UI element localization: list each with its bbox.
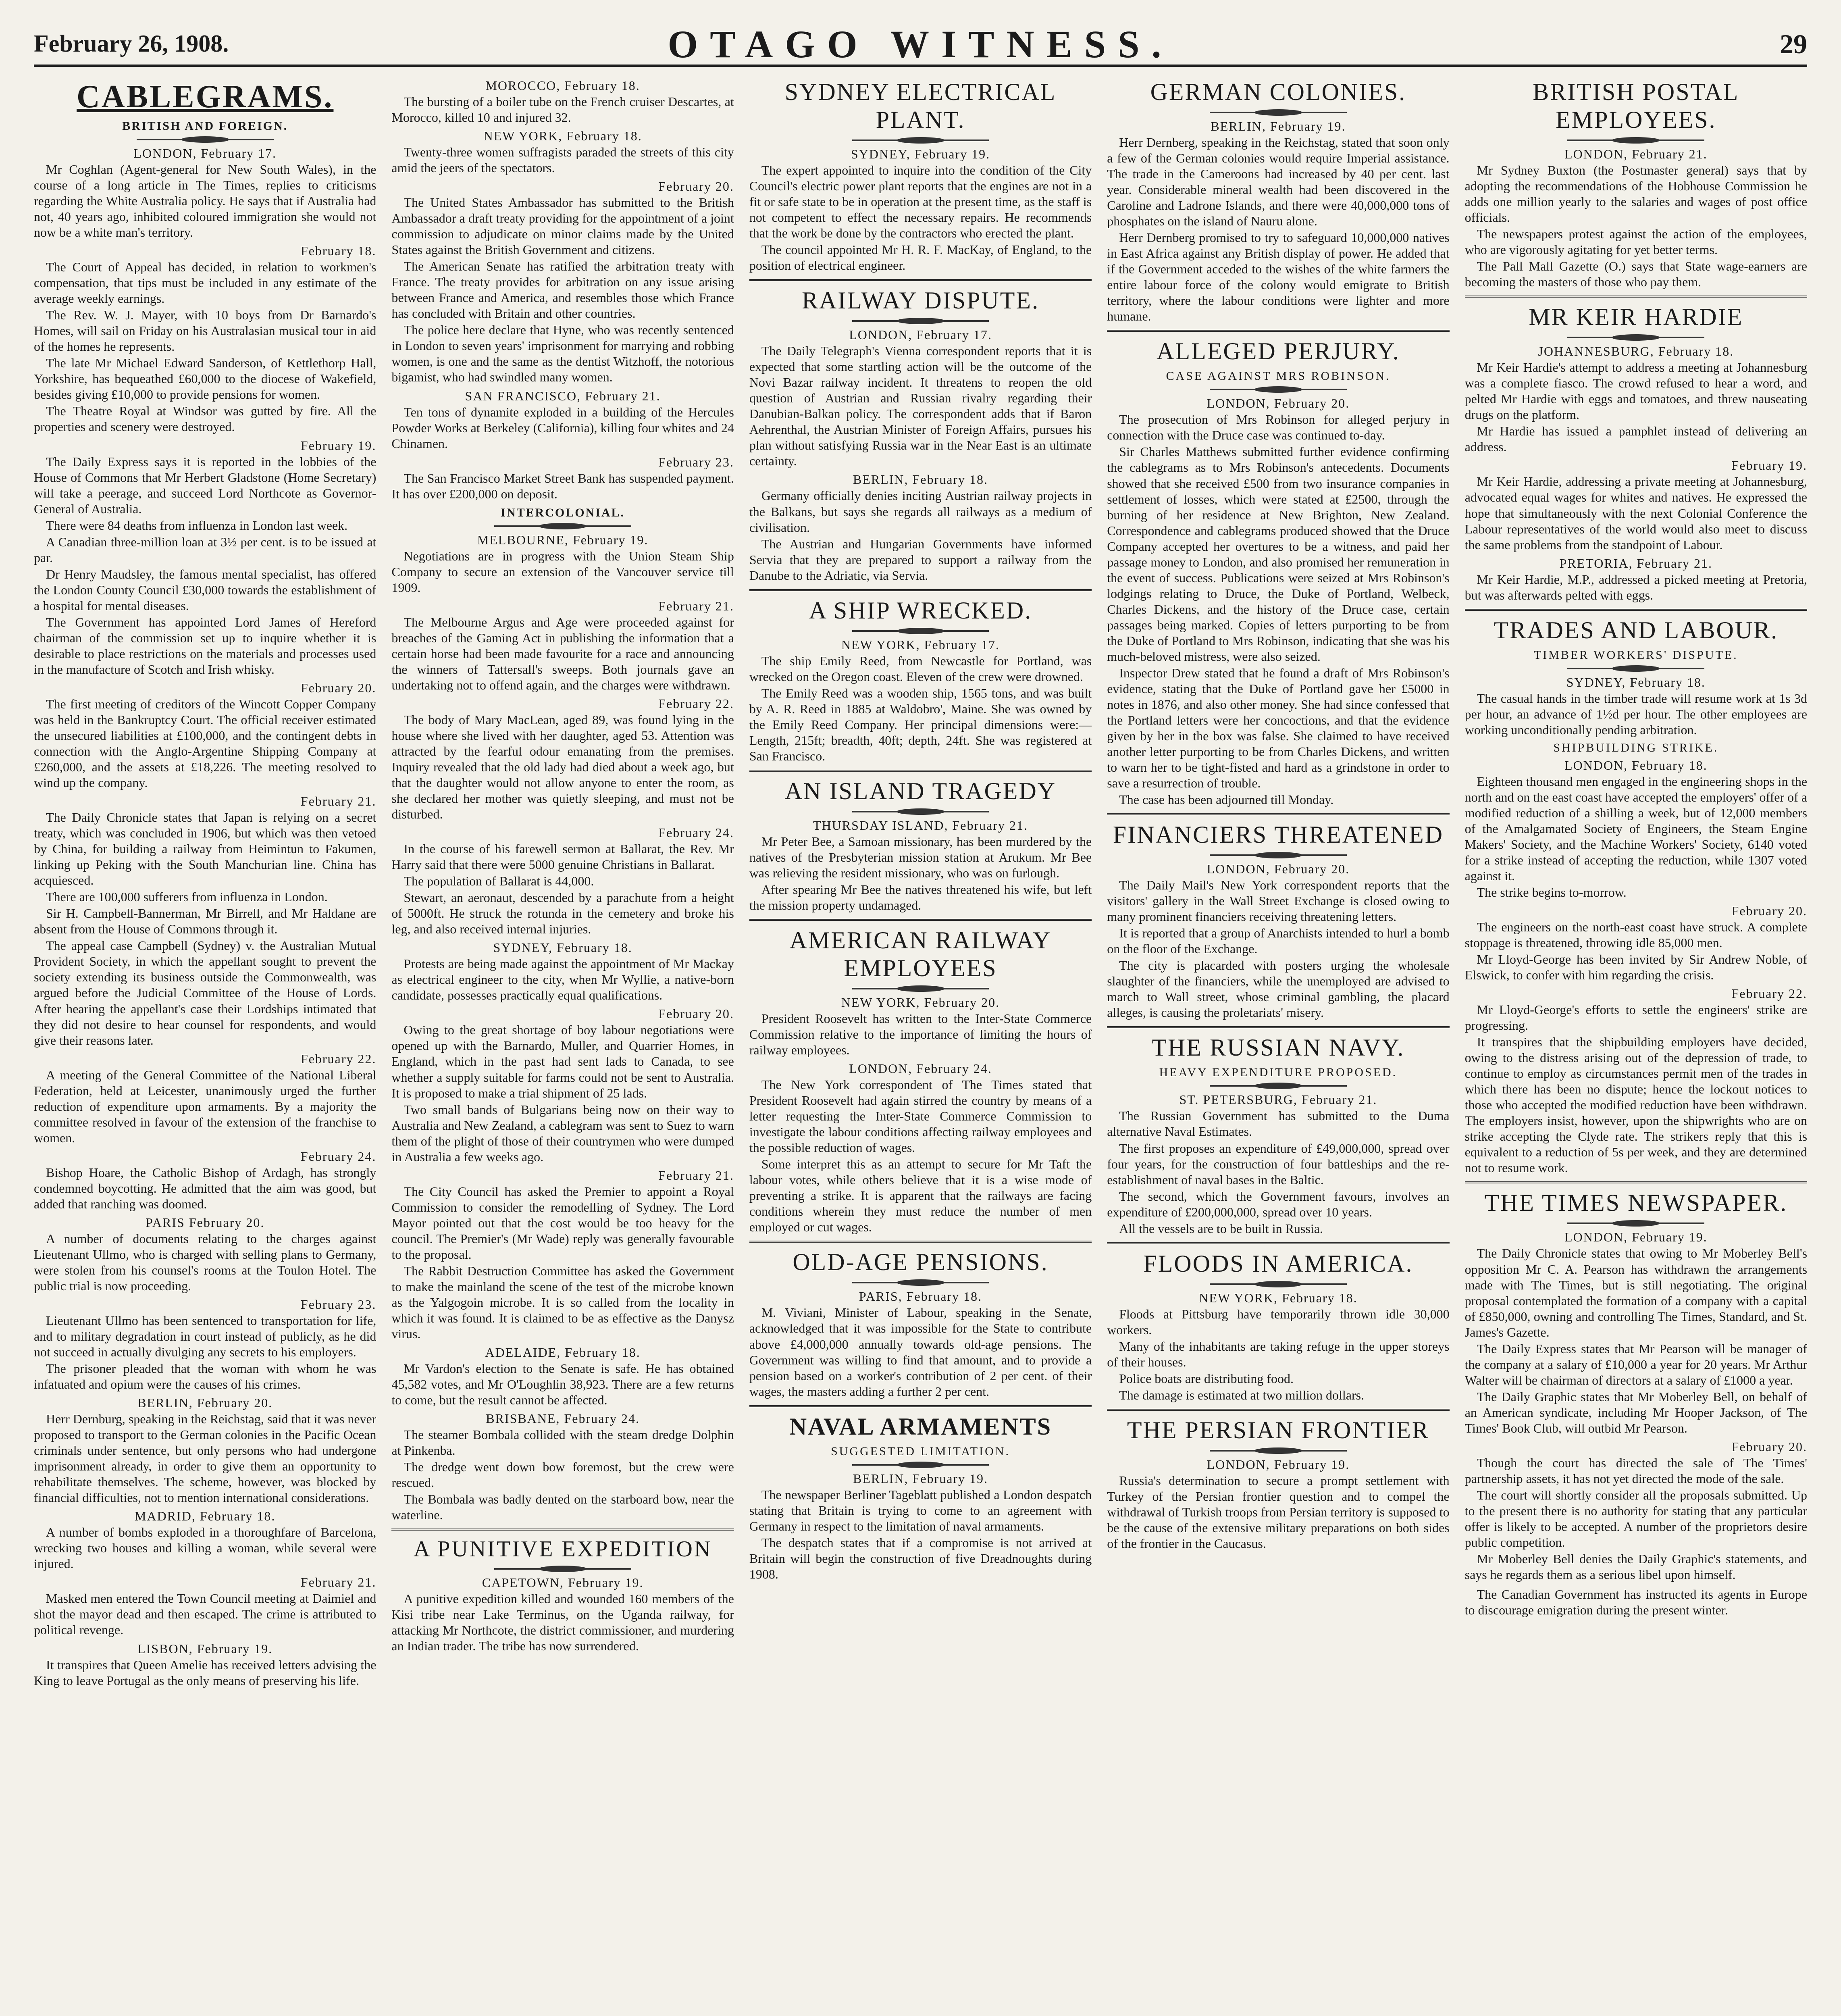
section-divider [1107, 1409, 1449, 1411]
article-section [1465, 78, 1807, 290]
dateline: SAN FRANCISCO, February 21. [465, 388, 661, 403]
article-paragraph: Many of the inhabitants are taking refuge in the upper storeys of their houses. [1107, 1339, 1450, 1369]
section-headline: A SHIP WRECKED. [809, 597, 1032, 624]
article-paragraph: Masked men entered the Town Council meeting at Daimiel and shot the mayor dead and then escaped. The crime is attributed to political revenge. [34, 1591, 377, 1637]
article-paragraph: The casual hands in the timber trade will resume work at 1s 3d per hour, an advance of 1½d per hour. The other employees are working unconditionally pending arbitration. [1464, 691, 1808, 737]
article-paragraph: Though the court has directed the sale of The Times' partnership assets, it has not yet directed the mode of the sale. [1464, 1455, 1808, 1486]
dateline: LONDON, February 17. [849, 327, 992, 342]
article-paragraph: Owing to the great shortage of boy labour negotiations were opened up with the Barnardo, Muller, and Quarrier Homes, in England, which in the past had sent lads to Canada, to see whether a supply suitable for farms could not be sent to Australia. It is proposed to make a trial shipment of 25 lads. [391, 1023, 734, 1100]
dateline: LONDON, February 21. [1564, 147, 1708, 161]
section-divider [1465, 609, 1807, 611]
section-subhead: INTERCOLONIAL. [501, 506, 625, 519]
article-paragraph: The city is placarded with posters urging the wholesale slaughter of the financiers, while the unemployed are advised to march to Wall street, whose criminal gambling, the placard alleges, is causing the proletariats' misery. [1107, 958, 1450, 1020]
section-divider [749, 919, 1092, 921]
article-paragraph: Sir Charles Matthews submitted further evidence confirming the cablegrams as to Mrs Robinson's antecedents. Documents showed that she received £500 from two insurance companies in settlement of losses, which were stated at £2500, through the burning of her residence at New Brighton, New Zealand. Correspondence and cablegrams produced showed that the Druce Company accepted her overtures to be a witness, and paid her passage money to London, and also promised her remuneration in the event of success. Publications were seized at Mrs Robinson's lodgings relating to Druce, the Duke of Portland, Welbeck, Charles Dickens, and the history of the Druce case, certain passages being marked. Copies of letters purporting to be from the Duke of Portland to Mrs Robinson, indicating that she was his much-beloved mistress, were also seized. [1107, 444, 1450, 664]
article-section [749, 78, 1092, 273]
article-section [1465, 1587, 1807, 1618]
section-subhead: HEAVY EXPENDITURE PROPOSED. [1159, 1066, 1398, 1079]
article-paragraph: A meeting of the General Committee of the National Liberal Federation, held at Leicester, unanimously urged the further reduction of expenditure upon armaments. By a majority the committee resolved in favour of the extension of the franchise to women. [34, 1067, 377, 1145]
article-paragraph: The Canadian Government has instructed its agents in Europe to discourage emigration during the present winter. [1464, 1587, 1808, 1618]
article-paragraph: The despatch states that if a compromise is not arrived at Britain will begin the construction of five Dreadnoughts during 1908. [749, 1535, 1092, 1581]
article-paragraph: Mr Hardie has issued a pamphlet instead of delivering an address. [1464, 424, 1808, 454]
article-section [749, 919, 1092, 1235]
article-section [1107, 78, 1449, 324]
dateline: LONDON, February 18. [1564, 758, 1708, 773]
article-paragraph: The newspaper Berliner Tageblatt published a London despatch stating that Britain is trying to come to an agreement with Germany in respect to the limitation of naval armaments. [749, 1487, 1092, 1533]
article-paragraph: Mr Lloyd-George has been invited by Sir Andrew Noble, of Elswick, to confer with him regarding the crisis. [1464, 952, 1808, 983]
article-paragraph: Bishop Hoare, the Catholic Bishop of Ardagh, has strongly condemned boycotting. He admitted that the aim was good, but added that ranching was doomed. [34, 1165, 377, 1211]
article-paragraph: The late Mr Michael Edward Sanderson, of Kettlethorp Hall, Yorkshire, has bequeathed £60,000 to the diocese of Wakefield, besides giving £10,000 to provide pensions for women. [34, 356, 377, 402]
ornament-rule [1210, 1085, 1347, 1087]
dateline: LONDON, February 19. [1207, 1457, 1350, 1472]
dateline: PARIS, February 18. [859, 1289, 982, 1304]
article-paragraph: The first proposes an expenditure of £49,000,000, spread over four years, for the construction of four battleships and the re-establishment of naval bases in the Baltic. [1107, 1141, 1450, 1187]
article-section [749, 1241, 1092, 1399]
article-paragraph: Herr Dernburg, speaking in the Reichstag, said that it was never proposed to transport to the German colonies in the Pacific Ocean criminals under sentence, but only persons who had undergone imprisonment already, in order to give them an opportunity to rehabilitate themselves. The scheme, however, was blocked by financial difficulties, not to mention international considerations. [34, 1412, 377, 1505]
section-headline: SYDNEY ELECTRICAL PLANT. [784, 79, 1057, 133]
dateline: BERLIN, February 19. [853, 1471, 988, 1486]
dateline: LONDON, February 24. [849, 1061, 992, 1076]
article-section [34, 78, 376, 1689]
article-paragraph: The appeal case Campbell (Sydney) v. the Australian Mutual Provident Society, in which the appellant sought to prevent the society extending its business outside the Commonwealth, was argued before the Judicial Committee of the House of Lords. After hearing the appellant's case their Lordships intimated that they did not desire to hear counsel for respondents, and would give their reasons later. [34, 938, 377, 1048]
article-paragraph: The City Council has asked the Premier to appoint a Royal Commission to consider the remodelling of Sydney. The Lord Mayor pointed out that the cost would be too heavy for the council. The Premier's (Mr Wade) reply was generally favourable to the proposal. [391, 1184, 734, 1262]
article-paragraph: The second, which the Government favours, involves an expenditure of £200,000,000, spread over 10 years. [1107, 1189, 1450, 1219]
article-section [1107, 1409, 1449, 1552]
dateline: JOHANNESBURG, February 18. [1538, 344, 1734, 359]
article-paragraph: Mr Vardon's election to the Senate is safe. He has obtained 45,582 votes, and Mr O'Loughlin 38,923. There are a few returns to come, but the result cannot be affected. [391, 1361, 734, 1408]
article-paragraph: The New York correspondent of The Times stated that President Roosevelt had again stirred the country by means of a letter requesting the Inter-State Commerce Commission to investigate the labour conditions affecting railway employees and the possible reduction of wages. [749, 1077, 1092, 1155]
section-divider [749, 770, 1092, 772]
dateline: February 21. [658, 1168, 734, 1183]
section-headline: THE TIMES NEWSPAPER. [1484, 1189, 1788, 1216]
dateline: February 20. [1731, 904, 1808, 918]
article-section [1465, 1181, 1807, 1583]
article-paragraph: Mr Coghlan (Agent-general for New South Wales), in the course of a long article in The Times, replies to criticisms regarding the White Australia policy. He says that if Australia had not, 40 years ago, inhibited coloured immigration she would not now be a white man's territory. [34, 162, 377, 240]
article-paragraph: The Austrian and Hungarian Governments have informed Servia that they are prepared to support a railway from the Danube to the Adriatic, via Servia. [749, 536, 1092, 583]
article-paragraph: All the vessels are to be built in Russia. [1119, 1221, 1323, 1236]
dateline: MADRID, February 18. [135, 1509, 276, 1524]
section-headline: FLOODS IN AMERICA. [1143, 1250, 1413, 1277]
dateline: February 22. [300, 1051, 377, 1066]
article-paragraph: The Court of Appeal has decided, in relation to workmen's compensation, that tips must be included in any estimate of the average weekly earnings. [34, 260, 377, 306]
article-paragraph: The Russian Government has submitted to the Duma alternative Naval Estimates. [1107, 1108, 1450, 1139]
section-headline: FINANCIERS THREATENED [1113, 821, 1444, 848]
article-paragraph: The expert appointed to inquire into the condition of the City Council's electric power plant reports that the engines are not in a fit or safe state to be in operation at the present time, as the staff is not competent to effect the necessary repairs. He recommends that the work be done by the contractors who erected the plant. [749, 163, 1092, 241]
dateline: MELBOURNE, February 19. [477, 532, 649, 547]
dateline: BERLIN, February 18. [853, 472, 988, 487]
article-paragraph: The United States Ambassador has submitted to the British Ambassador a draft treaty providing for the appointment of a joint commission to adjudicate on minor claims made by the United States against the British Government and citizens. [391, 195, 734, 257]
ornament-rule [852, 630, 989, 632]
article-paragraph: Negotiations are in progress with the Union Steam Ship Company to secure an extension of the Vancouver service till 1909. [391, 548, 734, 595]
article-paragraph: The American Senate has ratified the arbitration treaty with France. The treaty provides for arbitration on any issue arising between France and America, and resembles those which France has concluded with Britain and other countries. [391, 259, 734, 321]
newspaper-title: OTAGO WITNESS. [668, 23, 1173, 66]
dateline: February 20. [1731, 1439, 1808, 1454]
dateline: SYDNEY, February 19. [851, 147, 990, 161]
dateline: BRISBANE, February 24. [486, 1411, 640, 1426]
ornament-rule [137, 139, 274, 140]
article-paragraph: A number of documents relating to the charges against Lieutenant Ullmo, who is charged with selling plans to Germany, were stolen from his counsel's rooms at the Toulon Hotel. The public trial is now proceeding. [34, 1231, 377, 1293]
dateline: February 20. [658, 1006, 734, 1021]
article-paragraph: In the course of his farewell sermon at Ballarat, the Rev. Mr Harry said that there were 5000 genuine Christians in Ballarat. [391, 841, 734, 872]
article-paragraph: There are 100,000 sufferers from influenza in London. [46, 889, 328, 904]
article-paragraph: Inspector Drew stated that he found a draft of Mrs Robinson's evidence, stating that the Duke of Portland gave her £5000 in notes in 1876, and also other money. She had since confessed that the Portland letters were her concoctions, and that the evidence given by her in the box was false. She claimed to have received another letter purporting to be from Charles Dickens, and written to warn her to be tight-fisted and hard as a grindstone in order to save a resurrection of trouble. [1107, 665, 1450, 791]
dateline: February 24. [658, 825, 734, 840]
section-headline: ALLEGED PERJURY. [1157, 338, 1400, 365]
article-paragraph: Protests are being made against the appointment of Mr Mackay as electrical engineer to the city, when Mr Wyllie, a native-born candidate, possesses practically equal qualifications. [391, 956, 734, 1003]
ornament-rule [1567, 1223, 1704, 1224]
dateline: February 21. [300, 794, 377, 809]
column-5 [1465, 75, 1807, 2016]
article-paragraph: Dr Henry Maudsley, the famous mental specialist, has offered the London County Council £30,000 towards the establishment of a hospital for mental diseases. [34, 566, 377, 613]
article-section [749, 589, 1092, 764]
article-paragraph: Mr Sydney Buxton (the Postmaster general) says that by adopting the recommendations of the Hobhouse Commission he adds one million yearly to the salaries and wages of post office officials. [1464, 163, 1808, 225]
article-paragraph: Mr Keir Hardie, M.P., addressed a picked meeting at Pretoria, but was afterwards pelted with eggs. [1464, 572, 1808, 602]
page-number: 29 [1780, 29, 1807, 59]
dateline: LONDON, February 20. [1207, 862, 1350, 877]
article-paragraph: The steamer Bombala collided with the steam dredge Dolphin at Pinkenba. [391, 1427, 734, 1458]
article-paragraph: It transpires that the shipbuilding employers have decided, owing to the distress arising out of the depression of trade, to continue to employ as circumstances permit men of the trades in which there has been no dispute; hence the lockout notices to those who accepted the modified reduction have been withdrawn. The employers insist, however, upon the shipwrights who are on strike accepting the Clyde rate. The strikers reply that this is equivalent to a reduction of 5s per week, and they are determined not to resume work. [1464, 1035, 1808, 1175]
dateline: ST. PETERSBURG, February 21. [1179, 1092, 1377, 1107]
article-paragraph: Mr Peter Bee, a Samoan missionary, has been murdered by the natives of the Presbyterian mission station at Arukum. Mr Bee was relieving the resident missionary, who was on furlough. [749, 834, 1092, 880]
article-paragraph: The Daily Express says it is reported in the lobbies of the House of Commons that Mr Herbert Gladstone (Home Secretary) will take a peerage, and succeed Lord Northcote as Governor-General of Australia. [34, 454, 377, 516]
section-headline: THE RUSSIAN NAVY. [1152, 1034, 1405, 1061]
dateline: NEW YORK, February 18. [483, 129, 642, 144]
article-paragraph: The Government has appointed Lord James of Hereford chairman of the commission set up to inquire whether it is desirable to place restrictions on the materials and processes used in the manufacture of Scotch and Irish whisky. [34, 614, 377, 677]
article-paragraph: The case has been adjourned till Monday. [1119, 792, 1334, 807]
article-paragraph: Herr Dernberg promised to try to safeguard 10,000,000 natives in East Africa against any British display of power. He added that if the Government acceded to the wishes of the white farmers the entire labour force of the colony would emigrate to British territory, where the labour conditions were lighter and more humane. [1107, 230, 1450, 324]
article-section [749, 279, 1092, 583]
ornament-rule [494, 525, 631, 527]
column-3 [749, 75, 1092, 2016]
article-section [391, 506, 734, 1523]
dateline: February 22. [658, 696, 734, 711]
section-divider [1107, 1026, 1449, 1028]
article-paragraph: The population of Ballarat is 44,000. [404, 874, 594, 889]
article-paragraph: Twenty-three women suffragists paraded the streets of this city amid the jeers of the spectators. [391, 145, 734, 175]
dateline: February 21. [658, 598, 734, 613]
article-section [749, 770, 1092, 913]
article-paragraph: The Bombala was badly dented on the starboard bow, near the waterline. [391, 1492, 734, 1522]
ornament-rule [1210, 854, 1347, 856]
ornament-rule [1567, 140, 1704, 141]
article-paragraph: Sir H. Campbell-Bannerman, Mr Birrell, and Mr Haldane are absent from the House of Commons through it. [34, 906, 377, 937]
dateline: PARIS February 20. [146, 1215, 265, 1230]
article-paragraph: The Theatre Royal at Windsor was gutted by fire. All the properties and scenery were destroyed. [34, 404, 377, 434]
article-paragraph: The Melbourne Argus and Age were proceeded against for breaches of the Gaming Act in publishing the information that a certain horse had been made favourite for a race and announcing the winners of Tattersall's sweeps. Both journals gave an undertaking not to offend again, and the charges were withdrawn. [391, 614, 734, 692]
section-headline: BRITISH POSTAL EMPLOYEES. [1533, 79, 1739, 133]
ornament-rule [852, 1464, 989, 1466]
article-paragraph: The Emily Reed was a wooden ship, 1565 tons, and was built by A. R. Reed in 1885 at Waldobro', Maine. She was owned by the Emily Reed Company. Her principal dimensions were:—Length, 215ft; breadth, 40ft; depth, 24ft. She was registered at San Francisco. [749, 685, 1092, 763]
section-headline: RAILWAY DISPUTE. [801, 287, 1040, 314]
ornament-rule [1210, 112, 1347, 113]
article-paragraph: Mr Keir Hardie, addressing a private meeting at Johannesburg, advocated equal wages for whites and natives. He expressed the hope that simultaneously with the next Colonial Conference the Labour representatives of the world would also meet to discuss the same problems from the standpoint of Labour. [1464, 474, 1808, 552]
article-paragraph: There were 84 deaths from influenza in London last week. [46, 518, 348, 533]
dateline: February 19. [1731, 458, 1808, 473]
article-paragraph: The strike begins to-morrow. [1477, 885, 1627, 900]
article-section [391, 78, 734, 502]
dateline: February 21. [300, 1575, 377, 1590]
article-paragraph: The court will shortly consider all the proposals submitted. Up to the present there is no authority for stating that any particular offer is likely to be accepted. A number of the proprietors desire public competition. [1464, 1487, 1808, 1549]
article-section [1465, 296, 1807, 603]
article-paragraph: President Roosevelt has written to the Inter-State Commerce Commission relative to the importance of limiting the hours of railway employees. [749, 1011, 1092, 1058]
section-divider [1107, 813, 1449, 815]
section-divider [749, 279, 1092, 281]
section-headline: TRADES AND LABOUR. [1494, 616, 1779, 644]
article-paragraph: The council appointed Mr H. R. F. MacKay, of England, to the position of electrical engineer. [749, 242, 1092, 273]
article-paragraph: Police boats are distributing food. [1119, 1371, 1294, 1386]
dateline: LONDON, February 19. [1564, 1230, 1708, 1245]
dateline: BERLIN, February 19. [1211, 119, 1346, 133]
dateline: LONDON, February 17. [133, 146, 277, 160]
article-section [1107, 1026, 1449, 1236]
article-paragraph: It transpires that Queen Amelie has received letters advising the King to leave Portugal as the only means of preserving his life. [34, 1657, 377, 1688]
dateline: CAPETOWN, February 19. [482, 1575, 644, 1590]
section-subhead: BRITISH AND FOREIGN. [122, 119, 288, 133]
article-section [1107, 330, 1449, 808]
article-paragraph: The damage is estimated at two million dollars. [1119, 1387, 1365, 1402]
issue-date: February 26, 1908. [34, 30, 229, 57]
article-paragraph: The bursting of a boiler tube on the French cruiser Descartes, at Morocco, killed 10 and injured 32. [391, 94, 734, 125]
article-paragraph: The Daily Express states that Mr Pearson will be manager of the company at a salary of £10,000 a year for 20 years. Mr Arthur Walter will be chairman of directors at a salary of £1000 a year. [1464, 1341, 1808, 1387]
dateline: PRETORIA, February 21. [1559, 556, 1713, 571]
article-paragraph: A number of bombs exploded in a thoroughfare of Barcelona, wrecking two houses and killing a woman, while several were injured. [34, 1525, 377, 1571]
article-paragraph: Russia's determination to secure a prompt settlement with Turkey of the Persian frontier question and to compel the withdrawal of Turkish troops from Persian territory is supposed to be the cause of the extensive military preparations on both sides of the frontier in the Caucasus. [1107, 1473, 1450, 1551]
article-paragraph: The Daily Graphic states that Mr Moberley Bell, on behalf of an American syndicate, including Mr Hooper Jackson, of The Times' Book Club, will outbid Mr Pearson. [1464, 1389, 1808, 1435]
article-section [1465, 609, 1807, 1176]
ornament-rule [1210, 389, 1347, 390]
article-paragraph: Two small bands of Bulgarians being now on their way to Australia and New Zealand, a cablegram was sent to Suez to warn them of the plight of those of their countrymen who were dumped in Australia a few weeks ago. [391, 1102, 734, 1164]
column-4 [1107, 75, 1449, 2016]
dateline: NEW YORK, February 20. [841, 995, 1000, 1010]
news-columns [34, 75, 1807, 2016]
section-headline: OLD-AGE PENSIONS. [793, 1249, 1048, 1276]
dateline: February 18. [300, 244, 377, 258]
dateline: February 20. [300, 680, 377, 695]
section-headline: A PUNITIVE EXPEDITION [413, 1537, 712, 1562]
ornament-rule [852, 988, 989, 989]
article-paragraph: Mr Moberley Bell denies the Daily Graphic's statements, and says he regards them as a serious libel upon himself. [1464, 1552, 1808, 1582]
ornament-rule [852, 1282, 989, 1283]
article-paragraph: The prosecution of Mrs Robinson for alleged perjury in connection with the Druce case was continued to-day. [1107, 412, 1450, 443]
article-paragraph: Ten tons of dynamite exploded in a building of the Hercules Powder Works at Berkeley (California), killing four whites and 24 Chinamen. [391, 404, 734, 451]
dateline: ADELAIDE, February 18. [485, 1345, 641, 1360]
ornament-rule [1567, 668, 1704, 669]
article-section [1107, 813, 1449, 1020]
article-paragraph: It is reported that a group of Anarchists intended to hurl a bomb on the floor of the Exchange. [1107, 926, 1450, 956]
ornament-rule [852, 140, 989, 141]
article-paragraph: Eighteen thousand men engaged in the engineering shops in the north and on the east coast have accepted the employers' offer of a modified reduction of a shilling a week, but of 12,000 members of the Amalgamated Society of Engineers, the Steam Engine Makers' Society, and the Machine Workers' Society, 6140 voted for a strike instead of accepting the reduction, while 1307 voted against it. [1464, 774, 1808, 883]
article-paragraph: Lieutenant Ullmo has been sentenced to transportation for life, and to military degradation in court instead of publicly, as he did not succeed in actually divulging any secrets to his employers. [34, 1313, 377, 1360]
ornament-rule [494, 1568, 631, 1570]
ornament-rule [1210, 1283, 1347, 1285]
column-2 [391, 75, 734, 2016]
section-headline: AN ISLAND TRAGEDY [784, 777, 1057, 804]
article-paragraph: A punitive expedition killed and wounded 160 members of the Kisi tribe near Lake Terminus, on the Uganda railway, for attacking Mr Northcote, the district commissioner, and murdering an Indian trader. The tribe has now surrendered. [391, 1591, 734, 1653]
item-subhead: SHIPBUILDING STRIKE. [1553, 741, 1719, 754]
dateline: BERLIN, February 20. [137, 1395, 273, 1410]
section-subhead: CASE AGAINST MRS ROBINSON. [1166, 369, 1391, 383]
dateline: NEW YORK, February 17. [841, 637, 1000, 652]
ornament-rule [852, 320, 989, 322]
dateline: February 23. [300, 1297, 377, 1312]
dateline: February 19. [300, 438, 377, 453]
article-paragraph: The Rabbit Destruction Committee has asked the Government to make the mainland the scene of the test of the microbe known as the Yalgogoin microbe. It is so called from the locality in which it was found. It is claimed to be as effective as the Danysz virus. [391, 1263, 734, 1341]
dateline: SYDNEY, February 18. [1566, 675, 1706, 689]
section-headline: CABLEGRAMS. [77, 79, 334, 115]
article-paragraph: Mr Lloyd-George's efforts to settle the engineers' strike are progressing. [1464, 1002, 1808, 1033]
article-paragraph: The engineers on the north-east coast have struck. A complete stoppage is threatened, throwing idle 85,000 men. [1464, 920, 1808, 950]
dateline: LONDON, February 20. [1207, 396, 1350, 411]
dateline: February 20. [658, 179, 734, 194]
dateline: SYDNEY, February 18. [493, 940, 632, 955]
article-paragraph: The Pall Mall Gazette (O.) says that State wage-earners are becoming the masters of those who pay them. [1464, 259, 1808, 289]
dateline: LISBON, February 19. [137, 1641, 273, 1656]
article-paragraph: Germany officially denies inciting Austrian railway projects in the Balkans, but says she regards all railways as a medium of civilisation. [749, 488, 1092, 535]
article-paragraph: The newspapers protest against the action of the employees, who are vigorously agitating for yet better terms. [1464, 227, 1808, 257]
section-divider [749, 1241, 1092, 1243]
section-divider [1107, 1242, 1449, 1244]
dateline: February 24. [300, 1149, 377, 1164]
ornament-rule [1567, 337, 1704, 338]
article-paragraph: The San Francisco Market Street Bank has suspended payment. It has over £200,000 on deposit. [391, 471, 734, 501]
article-paragraph: Some interpret this as an attempt to secure for Mr Taft the labour votes, while others believe that it is a wise mode of preventing a strike. It is apparent that the railways are facing conditions wherein they must reduce the number of men employed or cut wages. [749, 1157, 1092, 1235]
section-divider [749, 1405, 1092, 1407]
article-paragraph: The first meeting of creditors of the Wincott Copper Company was held in the Bankruptcy Court. The official receiver estimated the unsecured liabilities at £100,000, and the contingent debts in connection with the Anglo-Argentine Shipping Company at £260,000, and the assets at £18,226. The meeting resolved to wind up the company. [34, 696, 377, 790]
article-paragraph: The Rev. W. J. Mayer, with 10 boys from Dr Barnardo's Homes, will sail on Friday on his Australasian musical tour in aid of the homes he represents. [34, 308, 377, 354]
section-divider [1465, 1181, 1807, 1183]
article-paragraph: A Canadian three-million loan at 3½ per cent. is to be issued at par. [34, 534, 377, 565]
section-headline: NAVAL ARMAMENTS [789, 1413, 1052, 1440]
article-section [1107, 1242, 1449, 1403]
article-paragraph: The ship Emily Reed, from Newcastle for Portland, was wrecked on the Oregon coast. Eleven of the crew were drowned. [749, 653, 1092, 684]
article-paragraph: Floods at Pittsburg have temporarily thrown idle 30,000 workers. [1107, 1306, 1450, 1337]
section-headline: MR KEIR HARDIE [1529, 304, 1743, 331]
article-paragraph: The Daily Chronicle states that owing to Mr Moberley Bell's opposition Mr C. A. Pearson has withdrawn the arrangements made with The Times, but is still negotiating. The original proposal contemplated the formation of a company with a capital of £850,000, owning and controlling The Times, Standard, and St. James's Gazette. [1464, 1246, 1808, 1339]
dateline: February 23. [658, 454, 734, 469]
article-section [749, 1405, 1092, 1582]
ornament-rule [1210, 1450, 1347, 1452]
article-paragraph: M. Viviani, Minister of Labour, speaking in the Senate, acknowledged that it was impossible for the State to contribute above £4,000,000 annually towards old-age pensions. The Government was willing to find that amount, and to provide a pension based on a worker's contribution of 2 per cent. of their wages, the masters adding a further 2 per cent. [749, 1305, 1092, 1399]
section-divider [749, 589, 1092, 591]
article-paragraph: The Daily Telegraph's Vienna correspondent reports that it is expected that some startling action will be the outcome of the Novi Bazar railway incident. It threatens to reopen the old question of Austrian and Russian rivalry regarding their Danubian-Balkan policy. The correspondent adds that if Baron Aehrenthal, the Austrian Minister of Foreign Affairs, pursues his plan without satisfying Russia war in the Near East is an ultimate certainty. [749, 344, 1092, 469]
section-divider [1107, 330, 1449, 332]
article-paragraph: Herr Dernberg, speaking in the Reichstag, stated that soon only a few of the German colonies would require Imperial assistance. The trade in the Cameroons had increased by 40 per cent. last year. Considerable mineral wealth had been discovered in the Caroline and Ladrone Islands, and there were 40,000,000 tons of phosphates on the island of Nauru alone. [1107, 135, 1450, 229]
article-section [391, 1529, 734, 1654]
column-1 [34, 75, 376, 2016]
section-divider [1465, 296, 1807, 298]
section-subhead: TIMBER WORKERS' DISPUTE. [1533, 648, 1738, 662]
article-paragraph: Stewart, an aeronaut, descended by a parachute from a height of 5000ft. He struck the rotunda in the cemetery and broke his leg, and also received internal injuries. [391, 890, 734, 937]
section-headline: THE PERSIAN FRONTIER [1127, 1416, 1429, 1443]
ornament-rule [852, 811, 989, 812]
dateline: MOROCCO, February 18. [485, 78, 640, 93]
section-headline: AMERICAN RAILWAY EMPLOYEES [789, 927, 1052, 982]
article-paragraph: The body of Mary MacLean, aged 89, was found lying in the house where she lived with her daughter, aged 53. Attention was attracted by the fearful odour emanating from the premises. Inquiry revealed that the old lady had died about a week ago, but that the daughter would not allow anyone to enter the room, as she declared her mother was quietly sleeping, and must not be disturbed. [391, 712, 734, 822]
article-paragraph: The Daily Mail's New York correspondent reports that the visitors' gallery in the Wall Street Exchange is closed owing to many prominent financiers receiving threatening letters. [1107, 878, 1450, 924]
masthead [34, 16, 1807, 67]
section-subhead: SUGGESTED LIMITATION. [831, 1444, 1010, 1458]
article-paragraph: After spearing Mr Bee the natives threatened his wife, but left the mission property undamaged. [749, 882, 1092, 912]
section-headline: GERMAN COLONIES. [1150, 79, 1406, 105]
article-paragraph: The Daily Chronicle states that Japan is relying on a secret treaty, which was concluded in 1906, but which was then vetoed by China, for building a railway from Heimintun to Fakumen, linking up Peking with the South Manchurian line. China has acquiesced. [34, 810, 377, 888]
article-paragraph: The prisoner pleaded that the woman with whom he was infatuated and opium were the causes of his crimes. [34, 1361, 377, 1392]
dateline: NEW YORK, February 18. [1199, 1290, 1358, 1305]
dateline: THURSDAY ISLAND, February 21. [813, 818, 1028, 833]
section-divider [391, 1529, 734, 1531]
dateline: February 22. [1731, 986, 1808, 1001]
article-paragraph: The police here declare that Hyne, who was recently sentenced in London to seven years' imprisonment for marrying and robbing women, is one and the same as the dentist Witzhoff, the notorious bigamist, who had swindled many women. [391, 323, 734, 385]
article-paragraph: The dredge went down bow foremost, but the crew were rescued. [391, 1460, 734, 1490]
article-paragraph: Mr Keir Hardie's attempt to address a meeting at Johannesburg was a complete fiasco. The crowd refused to hear a word, and pelted Mr Hardie with eggs and tomatoes, and threw nauseating drugs on the platform. [1464, 360, 1808, 422]
